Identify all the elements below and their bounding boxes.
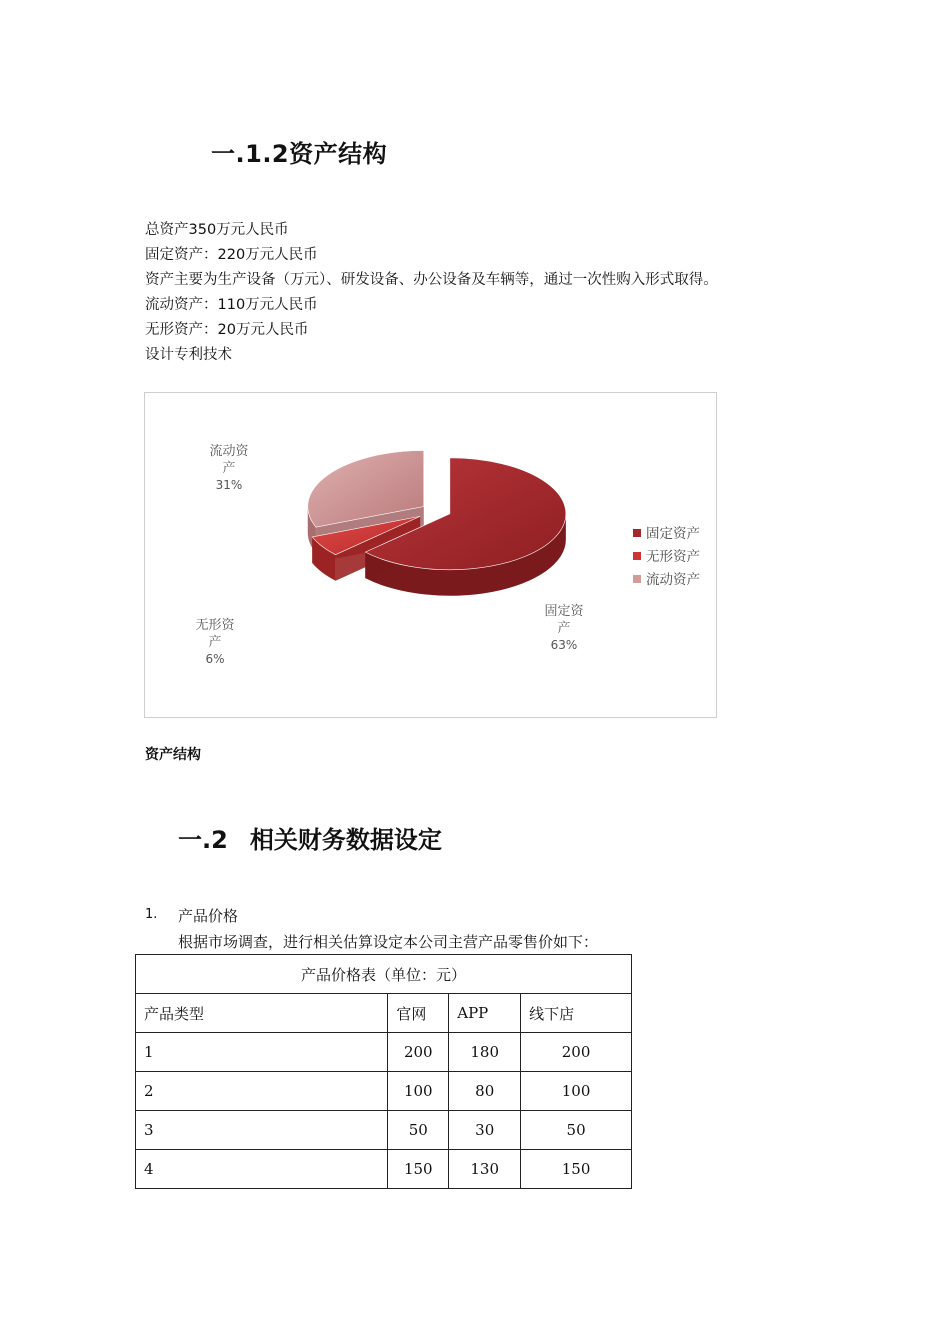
data-label: 产 <box>208 635 222 650</box>
data-label: 6% <box>205 652 225 666</box>
pie-chart-svg <box>145 393 718 719</box>
current-assets-line: 流动资产：110万元人民币 <box>145 297 318 313</box>
data-label: 31% <box>215 478 243 492</box>
cell-offline: 100 <box>521 1072 632 1111</box>
cell-app: 180 <box>449 1033 521 1072</box>
legend-label: 固定资产 <box>646 526 700 542</box>
table-caption: 产品价格表（单位：元） <box>136 955 632 994</box>
cell-official: 200 <box>388 1033 449 1072</box>
cell-type: 2 <box>136 1072 388 1111</box>
legend-swatch <box>633 552 641 560</box>
asset-pie-chart <box>144 392 717 718</box>
price-table <box>135 954 632 1189</box>
patent-line: 设计专利技术 <box>145 347 232 363</box>
cell-offline: 150 <box>521 1150 632 1189</box>
cell-type: 3 <box>136 1111 388 1150</box>
intro-paragraph: 根据市场调查，进行相关估算设定本公司主营产品零售价如下： <box>178 933 599 951</box>
table-caption-row <box>136 955 632 994</box>
assets-description-line: 资产主要为生产设备（万元）、研发设备、办公设备及车辆等，通过一次性购入形式取得。 <box>145 272 718 288</box>
data-label: 产 <box>557 621 571 636</box>
header-product-type: 产品类型 <box>136 994 388 1033</box>
data-label: 流动资 <box>209 444 249 459</box>
list-item-product-price: 产品价格 <box>178 907 239 925</box>
cell-app: 80 <box>449 1072 521 1111</box>
total-assets-line: 总资产350万元人民币 <box>145 222 289 238</box>
intangible-assets-line: 无形资产：20万元人民币 <box>145 322 309 338</box>
section-number: 一.2 <box>178 826 228 854</box>
legend-swatch <box>633 575 641 583</box>
table-row <box>136 1072 632 1111</box>
data-label: 固定资 <box>544 604 584 619</box>
cell-official: 50 <box>388 1111 449 1150</box>
data-label: 63% <box>550 638 578 652</box>
header-offline-store: 线下店 <box>521 994 632 1033</box>
data-label: 产 <box>222 461 236 476</box>
section-title-financial-settings <box>178 820 442 855</box>
table-row <box>136 1033 632 1072</box>
legend-swatch <box>633 529 641 537</box>
legend-label: 流动资产 <box>646 572 700 588</box>
section-title-asset-structure: 一.1.2资产结构 <box>211 140 388 168</box>
chart-caption: 资产结构 <box>145 747 201 763</box>
table-row <box>136 1111 632 1150</box>
fixed-assets-line: 固定资产：220万元人民币 <box>145 247 318 263</box>
header-official-site: 官网 <box>388 994 449 1033</box>
legend-label: 无形资产 <box>646 549 700 565</box>
header-app: APP <box>449 994 521 1033</box>
cell-app: 130 <box>449 1150 521 1189</box>
cell-type: 4 <box>136 1150 388 1189</box>
cell-official: 100 <box>388 1072 449 1111</box>
data-label: 无形资 <box>195 618 235 633</box>
cell-offline: 50 <box>521 1111 632 1150</box>
cell-offline: 200 <box>521 1033 632 1072</box>
list-number: 1. <box>145 907 158 922</box>
cell-app: 30 <box>449 1111 521 1150</box>
table-row <box>136 1150 632 1189</box>
table-header-row <box>136 994 632 1033</box>
cell-official: 150 <box>388 1150 449 1189</box>
cell-type: 1 <box>136 1033 388 1072</box>
section-heading-text: 相关财务数据设定 <box>249 826 442 854</box>
